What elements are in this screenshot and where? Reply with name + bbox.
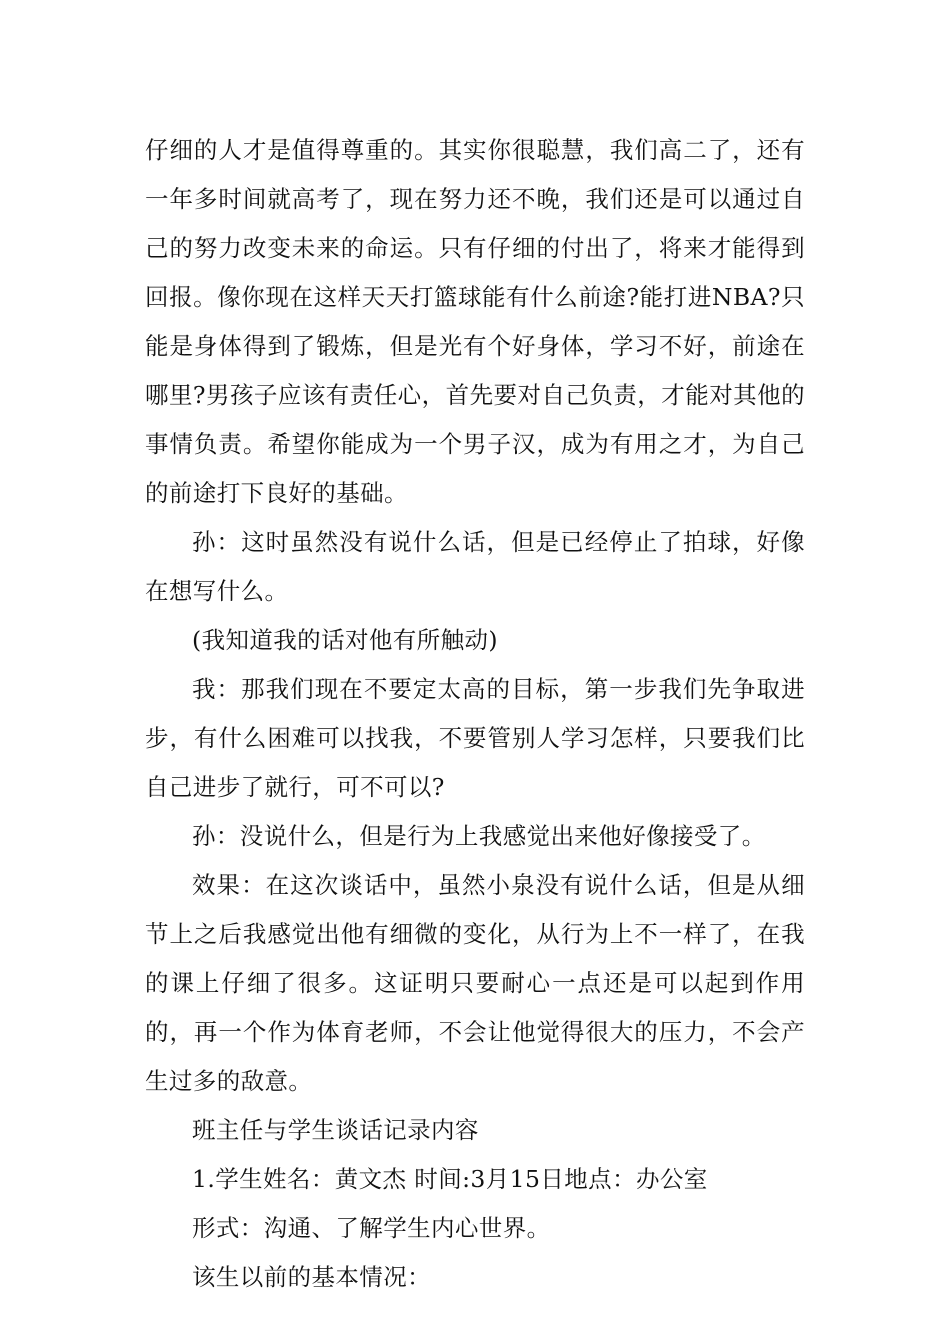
- paragraph-sun-reaction: 孙：这时虽然没有说什么话，但是已经停止了拍球，好像在想写什么。: [145, 528, 805, 605]
- paragraph-form: 形式：沟通、了解学生内心世界。: [192, 1214, 551, 1242]
- paragraph-teacher-dialogue: 我：那我们现在不要定太高的目标，第一步我们先争取进步，有什么困难可以找我，不要管别人学习怎样，只要我们比自己进步了就行，可不可以?: [145, 675, 805, 801]
- paragraph-teacher-note: (我知道我的话对他有所触动): [192, 626, 498, 654]
- paragraph-effect: 效果：在这次谈话中，虽然小泉没有说什么话，但是从细节上之后我感觉出他有细微的变化，从行为上不一样了，在我的课上仔细了很多。这证明只要耐心一点还是可以起到作用的，再一个作为体育老师，不会让他觉得很大的压力，不会产生过多的敌意。: [145, 871, 805, 1095]
- section-heading: 班主任与学生谈话记录内容: [192, 1116, 479, 1144]
- paragraph-background: 该生以前的基本情况：: [192, 1263, 431, 1291]
- paragraph-continuation: 仔细的人才是值得尊重的。其实你很聪慧，我们高二了，还有一年多时间就高考了，现在努力还不晚，我们还是可以通过自己的努力改变未来的命运。只有仔细的付出了，将来才能得到回报。像你现在这样天天打篮球能有什么前途?能打进NBA?只能是身体得到了锻炼，但是光有个好身体，学习不好，前途在哪里?男孩子应该有责任心，首先要对自己负责，才能对其他的事情负责。希望你能成为一个男子汉，成为有用之才，为自己的前途打下良好的基础。: [145, 136, 805, 507]
- document-body: [145, 126, 805, 1302]
- paragraph-student-info: 1.学生姓名：黄文杰 时间:3月15日地点：办公室: [192, 1165, 708, 1193]
- paragraph-sun-response: 孙：没说什么，但是行为上我感觉出来他好像接受了。: [192, 822, 766, 850]
